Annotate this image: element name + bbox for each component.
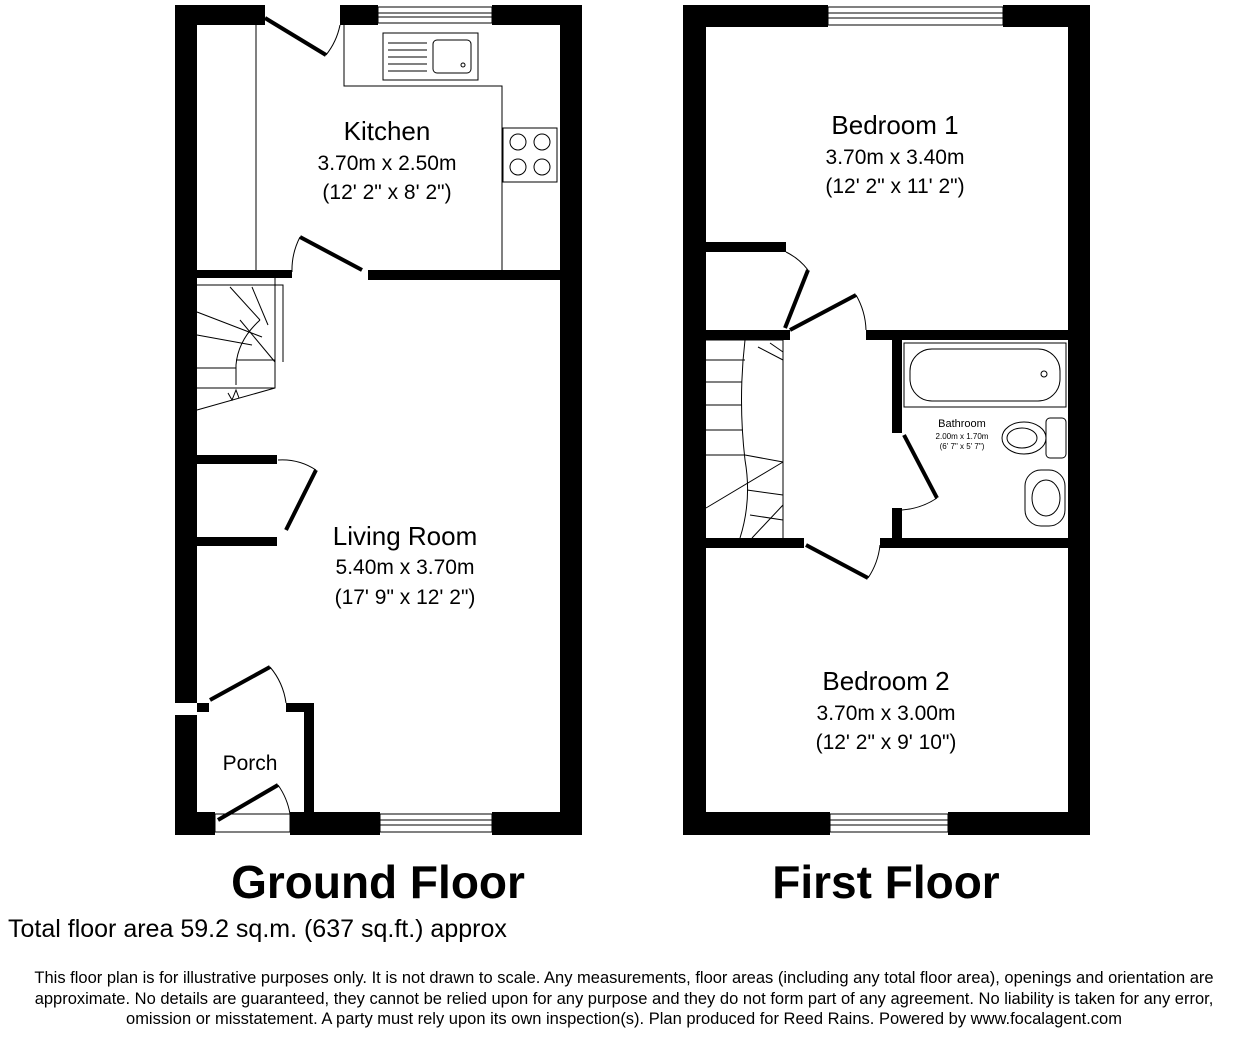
gf-kitchen-wall-right xyxy=(368,270,560,280)
ff-wall-bottom-right xyxy=(948,812,1090,835)
gf-wall-bottom-mid xyxy=(290,812,380,835)
bath-icon xyxy=(904,343,1066,407)
gf-kitchen-worktop xyxy=(256,25,502,270)
living-room-name: Living Room xyxy=(332,521,478,551)
bathroom-metric: 2.00m x 1.70m xyxy=(935,432,989,441)
ff-wall-left xyxy=(683,5,706,835)
room-labels xyxy=(223,110,1000,900)
gf-living-window xyxy=(380,814,492,832)
gf-back-door xyxy=(265,18,340,55)
ff-staircase xyxy=(706,340,783,538)
ground-floor-title: Ground Floor xyxy=(231,856,525,900)
hob-icon xyxy=(503,128,557,182)
gf-kitchen-door xyxy=(292,237,362,272)
gf-porch-wall-right xyxy=(304,703,314,813)
ff-bed2-wall-right xyxy=(880,538,1068,548)
bedroom2-imperial: (12' 2" x 9' 10") xyxy=(815,731,957,754)
ff-bedroom1-door xyxy=(790,295,866,330)
gf-cupboard-wall-top xyxy=(197,455,277,464)
gf-porch-wall-top-left xyxy=(197,703,209,712)
ff-wall-bottom-left xyxy=(683,812,830,835)
gf-cupboard-door xyxy=(278,460,316,530)
bathroom-name: Bathroom xyxy=(938,418,986,430)
bedroom1-imperial: (12' 2" x 11' 2") xyxy=(825,175,965,198)
gf-kitchen-window xyxy=(378,7,492,23)
bedroom2-metric: 3.70m x 3.00m xyxy=(816,702,956,725)
bedroom1-name: Bedroom 1 xyxy=(831,110,959,140)
bedroom2-name: Bedroom 2 xyxy=(822,666,950,696)
ff-wall-right xyxy=(1068,5,1090,835)
first-floor-title: First Floor xyxy=(772,856,1000,900)
living-room-metric: 5.40m x 3.70m xyxy=(335,556,475,579)
ff-bed2-wall-left xyxy=(706,538,804,548)
ff-bedroom1-window xyxy=(828,7,1003,25)
gf-wall-right xyxy=(560,5,582,835)
gf-staircase xyxy=(197,278,283,410)
gf-porch-inner-door xyxy=(210,667,286,703)
sink-icon xyxy=(383,33,478,80)
gf-wall-bottom-left xyxy=(175,812,215,835)
kitchen-name: Kitchen xyxy=(343,116,431,146)
total-floor-area: Total floor area 59.2 sq.m. (637 sq.ft.) approx xyxy=(8,915,507,943)
ff-landing-wall-left xyxy=(706,330,790,340)
basin-icon xyxy=(1025,470,1065,526)
ff-bedroom2-window xyxy=(830,814,948,832)
gf-kitchen-wall-left xyxy=(197,270,292,278)
gf-wall-bottom-right xyxy=(492,812,582,835)
ff-bathroom-wall-left xyxy=(892,330,902,433)
bathroom-imperial: (6' 7" x 5' 7") xyxy=(939,442,985,451)
living-room-imperial: (17' 9" x 12' 2") xyxy=(334,586,476,609)
ff-cupboard-wall-top xyxy=(706,242,786,252)
toilet-icon xyxy=(1002,418,1066,458)
bedroom1-metric: 3.70m x 3.40m xyxy=(825,146,965,169)
kitchen-metric: 3.70m x 2.50m xyxy=(317,152,457,175)
gf-cupboard-wall-bottom xyxy=(197,537,277,546)
ff-bedroom2-door xyxy=(806,545,880,578)
porch-name: Porch xyxy=(222,752,278,775)
gf-wall-left-upper xyxy=(175,5,197,703)
ff-bathroom-door xyxy=(902,435,937,510)
disclaimer: This floor plan is for illustrative purposes only. It is not drawn to scale. Any measurements, floor areas (including any total floor area), openings and orientation are approximate. No details are guaranteed, they cannot be relied upon for any purpose and they do not form part of any agreement. No liability is taken for any error, omission or misstatement. A party must rely upon its own inspection(s). Plan produced for Reed Rains. Powered by www.focalagent.com xyxy=(34,969,1214,1028)
ff-cupboard-door xyxy=(785,252,808,328)
gf-wall-top-mid xyxy=(340,5,378,25)
kitchen-imperial: (12' 2" x 8' 2") xyxy=(322,181,452,204)
